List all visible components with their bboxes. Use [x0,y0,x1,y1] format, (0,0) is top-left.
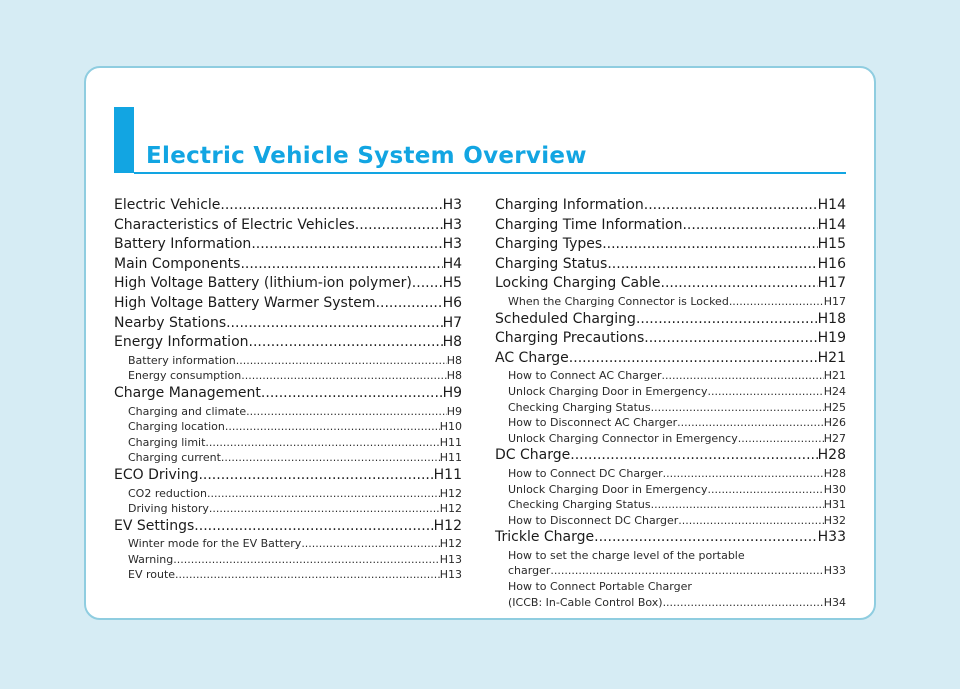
toc-entry-label: Winter mode for the EV Battery [128,537,302,551]
toc-entry-page: H12 [439,537,462,551]
toc-entry-label: Charging Types [495,236,603,253]
toc-entry-page: H15 [817,236,846,253]
toc-entry-label: Charge Management [114,384,261,401]
toc-entry-page: H12 [439,486,462,500]
toc-entry-page: H4 [442,255,462,272]
dot-leader [550,563,823,579]
toc-entry-page: H28 [823,466,846,480]
toc-entry-label-line: How to Connect Portable Charger [508,580,692,594]
toc-entry[interactable] [495,255,846,275]
dot-leader [594,528,818,548]
toc-entry-label: Charging limit [128,435,206,449]
toc-entry-page: H21 [817,349,846,366]
toc-entry[interactable] [495,528,846,548]
toc-entry[interactable] [114,466,462,486]
dot-leader [175,567,440,583]
dot-leader [198,466,433,486]
toc-entry-page: H34 [823,595,846,609]
toc-entry[interactable] [114,274,462,294]
dot-leader [651,400,824,416]
dot-leader [226,314,442,334]
toc-entry-label: How to Connect AC Charger [508,369,662,383]
toc-entry-label: Charging and climate [128,404,247,418]
toc-subentry[interactable] [495,497,846,513]
dot-leader [246,404,447,420]
toc-entry-label: Unlock Charging Connector in Emergency [508,431,738,445]
toc-subentry[interactable] [114,368,462,384]
toc-entry-label: CO2 reduction [128,486,207,500]
toc-entry-label: Charging Information [495,197,644,213]
toc-entry-label: Characteristics of Electric Vehicles [114,216,355,233]
dot-leader [570,446,817,466]
dot-leader [663,595,824,611]
toc-entry-page: H3 [442,197,462,213]
dot-leader [355,216,443,236]
toc-entry-page: H9 [446,404,462,418]
dot-leader [207,486,440,502]
toc-entry-page: H17 [817,275,846,292]
toc-entry-page: H13 [439,568,462,582]
dot-leader [241,368,446,384]
dot-leader [301,536,439,552]
toc-subentry[interactable] [495,400,846,416]
toc-entry[interactable] [495,216,846,236]
toc-entry-page: H7 [442,314,462,331]
toc-entry-page: H26 [823,416,846,430]
toc-subentry[interactable] [114,501,462,517]
toc-entry-label-line: How to set the charge level of the portable [508,548,745,562]
dot-leader [663,466,824,482]
toc-entry[interactable] [495,329,846,349]
toc-entry[interactable] [114,235,462,255]
title-accent-bar [114,107,134,173]
toc-entry[interactable] [495,274,846,294]
toc-subentry[interactable] [114,404,462,420]
toc-entry-page: H14 [817,216,846,233]
toc-entry[interactable] [495,196,846,216]
toc-entry-label: EV route [128,568,176,582]
toc-subentry[interactable] [114,552,462,568]
toc-entry[interactable] [114,216,462,236]
toc-entry-page: H32 [823,513,846,527]
toc-subentry[interactable] [495,595,846,611]
toc-subentry[interactable] [495,563,846,579]
toc-subentry[interactable] [114,435,462,451]
dot-leader [662,368,824,384]
toc-entry-label: High Voltage Battery Warmer System [114,294,376,311]
toc-entry-page: H8 [446,353,462,367]
toc-entry-page: H10 [439,420,462,434]
toc-subentry[interactable] [114,486,462,502]
toc-entry-label: Charging Precautions [495,330,645,347]
dot-leader [607,255,817,275]
toc-entry-label: charger [508,564,551,578]
title-underline [134,172,846,174]
dot-leader [677,415,824,431]
toc-entry-page: H31 [823,498,846,512]
toc-entry-label: How to Connect DC Charger [508,466,663,480]
toc-entry-label: Unlock Charging Door in Emergency [508,384,708,398]
toc-entry-label: AC Charge [495,349,569,366]
toc-entry-page: H14 [817,197,846,213]
toc-entry-page: H19 [817,330,846,347]
toc-subentry[interactable] [114,536,462,552]
toc-entry-label: Charging location [128,420,225,434]
toc-entry-label: Energy Information [114,334,249,351]
toc-entry-page: H8 [446,369,462,383]
toc-entry[interactable] [495,310,846,330]
toc-entry-page: H9 [442,384,462,401]
toc-entry-page: H21 [823,369,846,383]
toc-entry-page: H6 [442,294,462,311]
toc-entry-label: High Voltage Battery (lithium-ion polymer) [114,275,412,292]
toc-entry-label: Checking Charging Status [508,498,651,512]
toc-entry-page: H25 [823,400,846,414]
toc-entry[interactable] [495,446,846,466]
toc-entry-label: DC Charge [495,447,571,464]
toc-entry-label: Charging current [128,451,221,465]
toc-entry-page: H12 [439,502,462,516]
dot-leader [412,274,443,294]
toc-entry-page: H30 [823,482,846,496]
dot-leader [738,431,824,447]
toc-entry[interactable] [114,196,462,216]
toc-entry-page: H17 [823,294,846,308]
dot-leader [707,384,823,400]
toc-subentry[interactable] [495,466,846,482]
toc-entry-label: Charging Time Information [495,216,683,233]
toc-entry[interactable] [114,333,462,353]
dot-leader [251,235,442,255]
toc-entry[interactable] [114,255,462,275]
toc-subentry[interactable] [495,294,846,310]
toc-entry-label: Energy consumption [128,369,242,383]
dot-leader [661,274,818,294]
toc-left-column [114,196,462,583]
dot-leader [249,333,443,353]
dot-leader [636,310,818,330]
dot-leader [205,435,439,451]
toc-right-column [495,196,846,610]
toc-entry-label: Checking Charging Status [508,400,651,414]
dot-leader [173,552,439,568]
toc-entry-page: H33 [817,529,846,546]
toc-subentry[interactable] [114,419,462,435]
toc-subentry[interactable] [495,384,846,400]
toc-entry-label: EV Settings [114,517,195,534]
dot-leader [221,450,440,466]
dot-leader [707,482,823,498]
dot-leader [376,294,443,314]
toc-subentry[interactable] [114,567,462,583]
toc-entry-page: H5 [442,275,462,292]
dot-leader [644,329,817,349]
dot-leader [651,497,824,513]
toc-entry-page: H8 [442,334,462,351]
toc-entry-page: H11 [439,451,462,465]
toc-entry-label: When the Charging Connector is Locked [508,294,729,308]
toc-entry-label: Unlock Charging Door in Emergency [508,482,708,496]
toc-entry-page: H27 [823,431,846,445]
dot-leader [209,501,440,517]
dot-leader [220,196,442,216]
toc-entry-label: Charging Status [495,255,608,272]
toc-entry-label: Battery information [128,353,236,367]
toc-entry-page: H18 [817,310,846,327]
toc-subentry[interactable] [495,431,846,447]
toc-entry-label: ECO Driving [114,466,199,483]
toc-entry-page: H3 [442,236,462,253]
toc-entry[interactable] [114,294,462,314]
toc-entry[interactable] [114,517,462,537]
toc-entry-label: How to Disconnect AC Charger [508,416,678,430]
toc-entry-page: H16 [817,255,846,272]
dot-leader [194,517,433,537]
toc-subentry[interactable] [114,450,462,466]
toc-entry-label: Driving history [128,502,209,516]
toc-entry-label: How to Disconnect DC Charger [508,513,679,527]
dot-leader [240,255,442,275]
toc-entry-label: Battery Information [114,236,252,253]
toc-entry-label: Locking Charging Cable [495,275,661,292]
dot-leader [678,513,823,529]
toc-entry[interactable] [114,384,462,404]
dot-leader [569,349,818,369]
toc-entry-label: Scheduled Charging [495,310,636,327]
toc-entry-label: Warning [128,552,174,566]
page-title: Electric Vehicle System Overview [146,143,587,169]
toc-entry-label: Electric Vehicle [114,197,221,213]
toc-subentry[interactable] [114,353,462,369]
toc-subentry[interactable] [495,368,846,384]
dot-leader [225,419,440,435]
toc-entry-label: Nearby Stations [114,314,227,331]
toc-entry-page: H33 [823,564,846,578]
toc-entry-label: (ICCB: In-Cable Control Box) [508,595,663,609]
dot-leader [729,294,824,310]
toc-entry-label: Trickle Charge [495,529,595,546]
toc-entry-page: H11 [439,435,462,449]
toc-subentry[interactable] [495,513,846,529]
toc-entry-page: H12 [433,517,462,534]
toc-entry[interactable] [114,314,462,334]
toc-subentry[interactable] [495,415,846,431]
toc-entry-page: H24 [823,384,846,398]
dot-leader [602,235,817,255]
toc-entry-page: H3 [442,216,462,233]
dot-leader [261,384,443,404]
toc-entry[interactable] [495,349,846,369]
toc-entry-page: H28 [817,447,846,464]
toc-entry[interactable] [495,235,846,255]
dot-leader [644,196,818,216]
toc-entry-label: Main Components [114,255,241,272]
toc-entry-page: H13 [439,552,462,566]
dot-leader [236,353,447,369]
toc-entry-page: H11 [433,466,462,483]
toc-subentry[interactable] [495,482,846,498]
dot-leader [682,216,817,236]
